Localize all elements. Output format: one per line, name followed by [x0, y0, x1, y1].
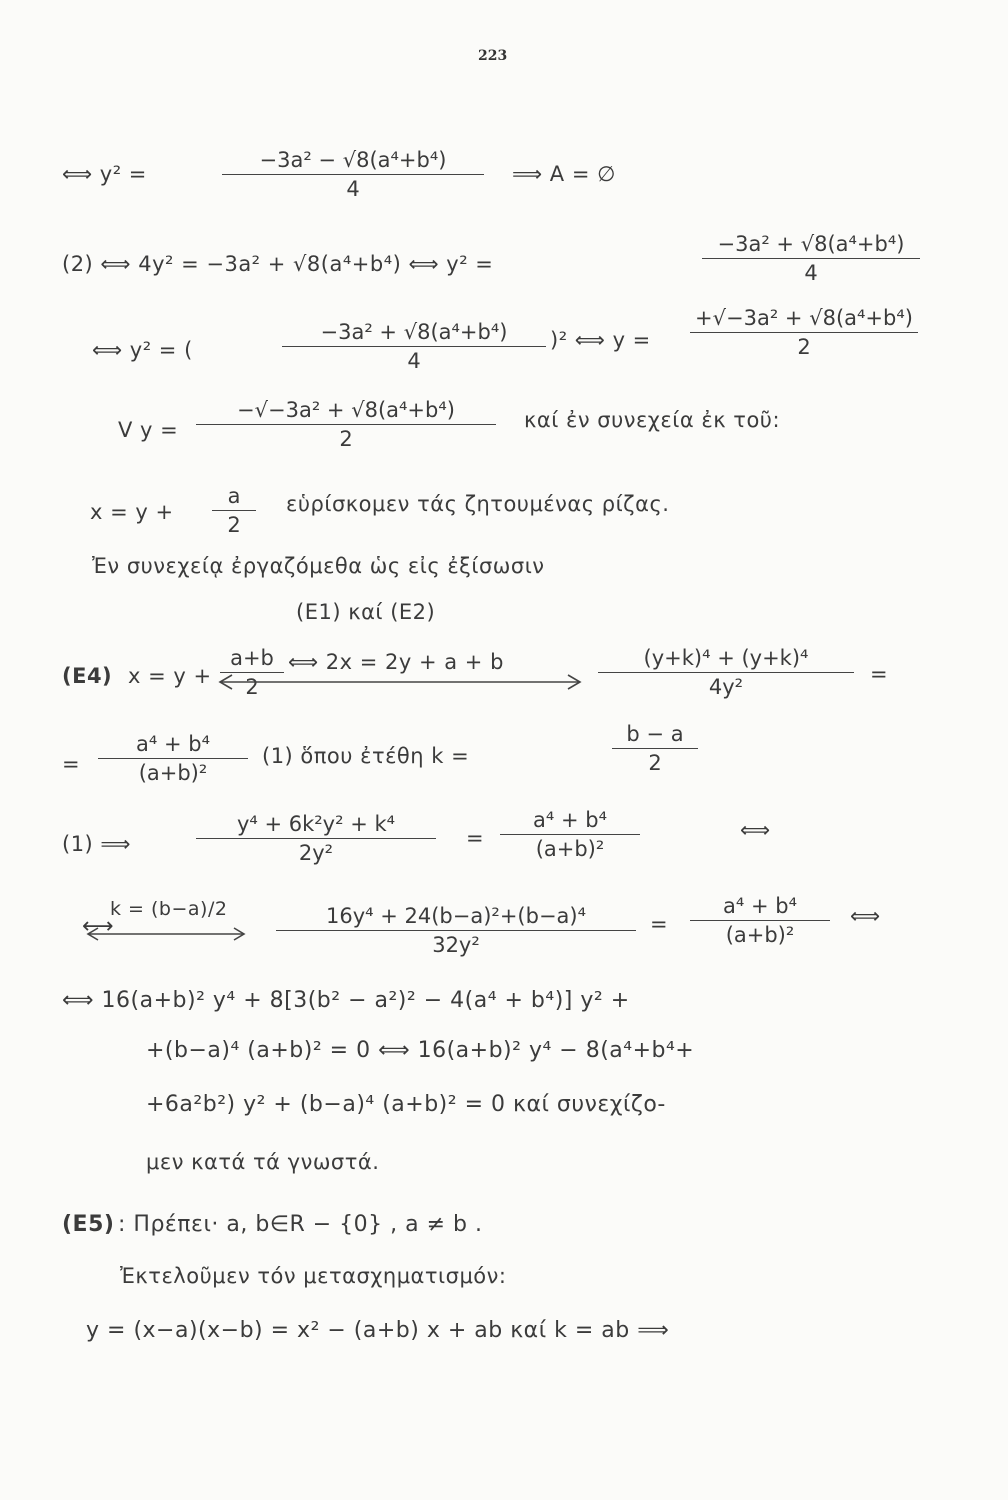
- eq-line-11-condition: k = (b−a)/2: [110, 898, 228, 920]
- eq-line-3-numerator: −3a² + √8(a⁴+b⁴): [320, 320, 508, 344]
- eq-line-8-denominator: 2: [220, 672, 284, 699]
- eq-line-1-result: ⟹ A = ∅: [512, 162, 616, 186]
- eq-line-1-fraction: [222, 148, 484, 201]
- eq-line-8-fraction-2: [598, 646, 854, 699]
- eq-line-2-fraction: [702, 232, 920, 285]
- eq-line-11-numerator-2: a⁴ + b⁴: [723, 894, 797, 918]
- text-line-6: Ἐν συνεχείᾳ ἐργαζόμεθα ὡς εἰς ἐξίσωσιν: [92, 554, 545, 578]
- eq-line-9-fraction-2: [612, 722, 698, 775]
- eq-line-8-denominator-2: 4y²: [598, 672, 854, 699]
- eq-line-8-lhs: x = y +: [128, 664, 212, 688]
- eq-line-18: y = (x−a)(x−b) = x² − (a+b) x + ab καί k = ab ⟹: [86, 1318, 670, 1343]
- eq-line-3-fraction: [282, 320, 546, 373]
- eq-line-4-denominator: 2: [196, 424, 496, 451]
- eq-line-13: +(b−a)⁴ (a+b)² = 0 ⟺ 16(a+b)² y⁴ − 8(a⁴+b⁴+: [146, 1038, 695, 1063]
- eq-line-2-numerator: −3a² + √8(a⁴+b⁴): [717, 232, 905, 256]
- eq-line-11-numerator: 16y⁴ + 24(b−a)²+(b−a)⁴: [325, 904, 587, 928]
- section-tag-e5: (E5): [62, 1212, 115, 1237]
- eq-line-11-fraction-2: [690, 894, 830, 947]
- eq-line-3-middle: )² ⟺ y =: [550, 328, 651, 352]
- eq-line-1-numerator: −3a² − √8(a⁴+b⁴): [259, 148, 447, 172]
- eq-line-8-numerator-2: (y+k)⁴ + (y+k)⁴: [643, 646, 809, 670]
- page-number: 223: [478, 48, 508, 64]
- eq-line-1-lhs: ⟺ y² =: [62, 162, 147, 186]
- eq-line-4-text: καί ἐν συνεχεία ἐκ τοῦ:: [524, 408, 781, 432]
- eq-line-11-denominator: 32y²: [276, 930, 636, 957]
- text-line-7: (E1) καί (E2): [296, 600, 436, 624]
- eq-line-11-fraction: [276, 904, 636, 957]
- eq-line-9-numerator-2: b − a: [626, 722, 684, 746]
- eq-line-9-denominator-2: 2: [612, 748, 698, 775]
- eq-line-8-middle: ⟺ 2x = 2y + a + b: [288, 650, 504, 674]
- eq-line-10-arrow: ⟺: [740, 818, 771, 842]
- eq-line-8-equals: =: [870, 662, 889, 686]
- eq-line-3-denominator: 4: [282, 346, 546, 373]
- eq-line-11-arrow: ⟷: [82, 914, 115, 939]
- eq-line-2-denominator: 4: [702, 258, 920, 285]
- eq-line-3-fraction-2: [690, 306, 918, 359]
- eq-line-3-lhs: ⟺ y² = (: [92, 338, 193, 362]
- eq-line-2-lhs: (2) ⟺ 4y² = −3a² + √8(a⁴+b⁴) ⟺ y² =: [62, 252, 494, 276]
- long-double-arrow-icon: [210, 672, 590, 692]
- eq-line-10-numerator-2: a⁴ + b⁴: [533, 808, 607, 832]
- condition-double-arrow-icon: [80, 926, 252, 942]
- eq-line-11-arrow-2: ⟺: [850, 904, 881, 928]
- eq-line-11-denominator-2: (a+b)²: [690, 920, 830, 947]
- text-line-15: μεν κατά τά γνωστά.: [146, 1150, 380, 1174]
- eq-line-4-numerator: −√−3a² + √8(a⁴+b⁴): [237, 398, 455, 422]
- eq-line-5-denominator: 2: [212, 510, 256, 537]
- eq-line-3-denominator-2: 2: [690, 332, 918, 359]
- eq-line-5-lhs: x = y +: [90, 500, 174, 524]
- eq-line-10-numerator: y⁴ + 6k²y² + k⁴: [236, 812, 396, 836]
- eq-line-4-lhs: V y =: [118, 418, 179, 442]
- eq-line-5-numerator: a: [227, 484, 241, 508]
- eq-line-5-text: εὑρίσκομεν τάς ζητουμένας ρίζας.: [286, 492, 670, 516]
- eq-line-8-numerator: a+b: [230, 646, 274, 670]
- eq-line-9-denominator: (a+b)²: [98, 758, 248, 785]
- eq-line-5-fraction: [212, 484, 256, 537]
- eq-line-9-numerator: a⁴ + b⁴: [136, 732, 210, 756]
- eq-line-9-equals: =: [62, 752, 81, 776]
- eq-line-14: +6a²b²) y² + (b−a)⁴ (a+b)² = 0 καί συνεχίζο-: [146, 1092, 666, 1117]
- section-tag-e4: (E4): [62, 664, 113, 688]
- eq-line-10-lhs: (1) ⟹: [62, 832, 132, 856]
- eq-line-10-fraction: [196, 812, 436, 865]
- eq-line-10-denominator: 2y²: [196, 838, 436, 865]
- eq-line-9-fraction: [98, 732, 248, 785]
- eq-line-10-denominator-2: (a+b)²: [500, 834, 640, 861]
- eq-line-10-equals: =: [466, 826, 485, 850]
- eq-line-12: ⟺ 16(a+b)² y⁴ + 8[3(b² − a²)² − 4(a⁴ + b⁴)] y² +: [62, 988, 630, 1013]
- text-line-17: Ἐκτελοῦμεν τόν μετασχηματισμόν:: [120, 1264, 507, 1288]
- eq-line-11-equals: =: [650, 912, 669, 936]
- text-line-16: : Πρέπει· a, b∈R − {0} , a ≠ b .: [118, 1212, 483, 1237]
- eq-line-9-text: (1) ὅπου ἐτέθη k =: [262, 744, 470, 768]
- eq-line-3-numerator-2: +√−3a² + √8(a⁴+b⁴): [695, 306, 913, 330]
- eq-line-4-fraction: [196, 398, 496, 451]
- eq-line-10-fraction-2: [500, 808, 640, 861]
- eq-line-1-denominator: 4: [222, 174, 484, 201]
